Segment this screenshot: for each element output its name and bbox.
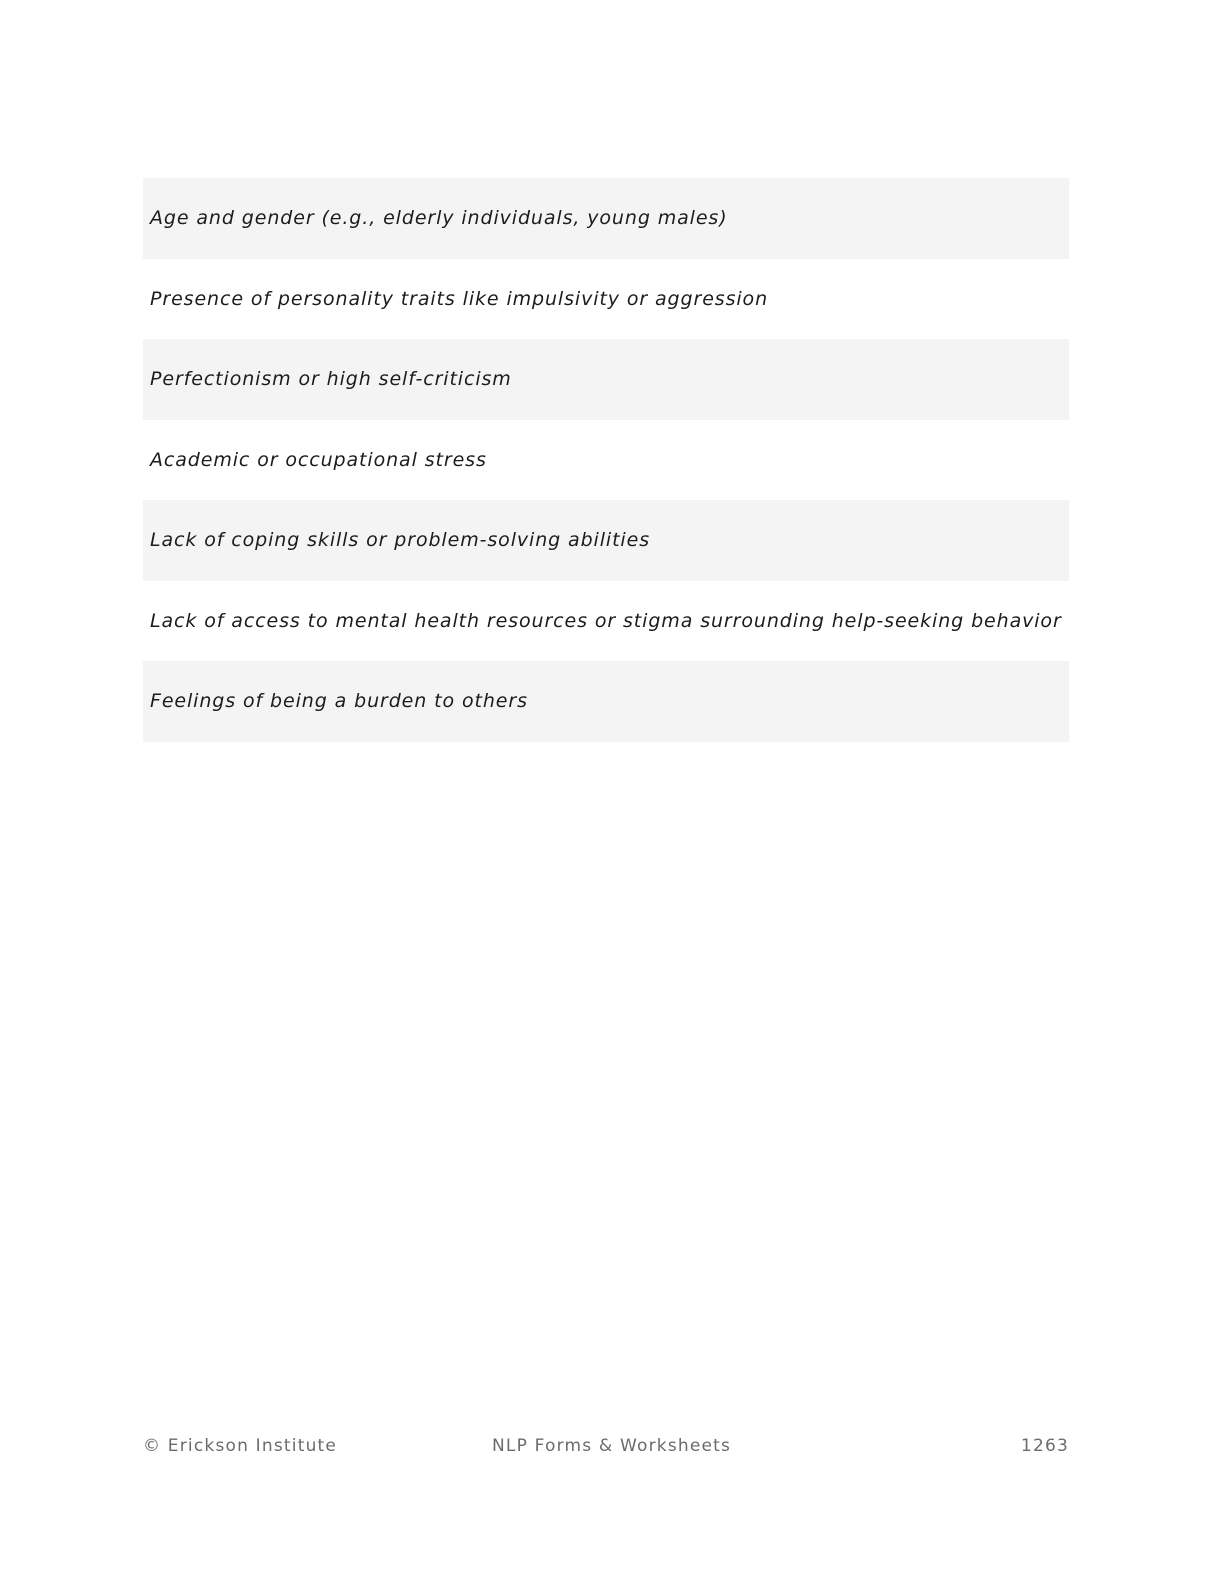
table-row	[143, 500, 1069, 581]
table-row	[143, 259, 1069, 340]
table-row	[143, 420, 1069, 501]
row-text: Feelings of being a burden to others	[150, 690, 528, 713]
row-text: Presence of personality traits like impulsivity or aggression	[150, 287, 769, 310]
row-text: Academic or occupational stress	[150, 448, 487, 471]
row-text: Lack of access to mental health resources or stigma surrounding help-seeking behavior	[150, 609, 1062, 632]
table-row	[143, 339, 1069, 420]
table-row	[143, 178, 1069, 259]
page-footer	[143, 1436, 1069, 1460]
page-number: 1263	[1020, 1436, 1069, 1456]
row-text: Lack of coping skills or problem-solving abilities	[150, 529, 650, 552]
risk-factors-table	[143, 178, 1069, 742]
footer-title: NLP Forms & Worksheets	[492, 1436, 732, 1456]
row-text: Perfectionism or high self-criticism	[150, 368, 512, 391]
row-text: Age and gender (e.g., elderly individuals, young males)	[150, 207, 728, 230]
table-row	[143, 661, 1069, 742]
footer-copyright: © Erickson Institute	[143, 1436, 338, 1456]
table-row	[143, 581, 1069, 662]
